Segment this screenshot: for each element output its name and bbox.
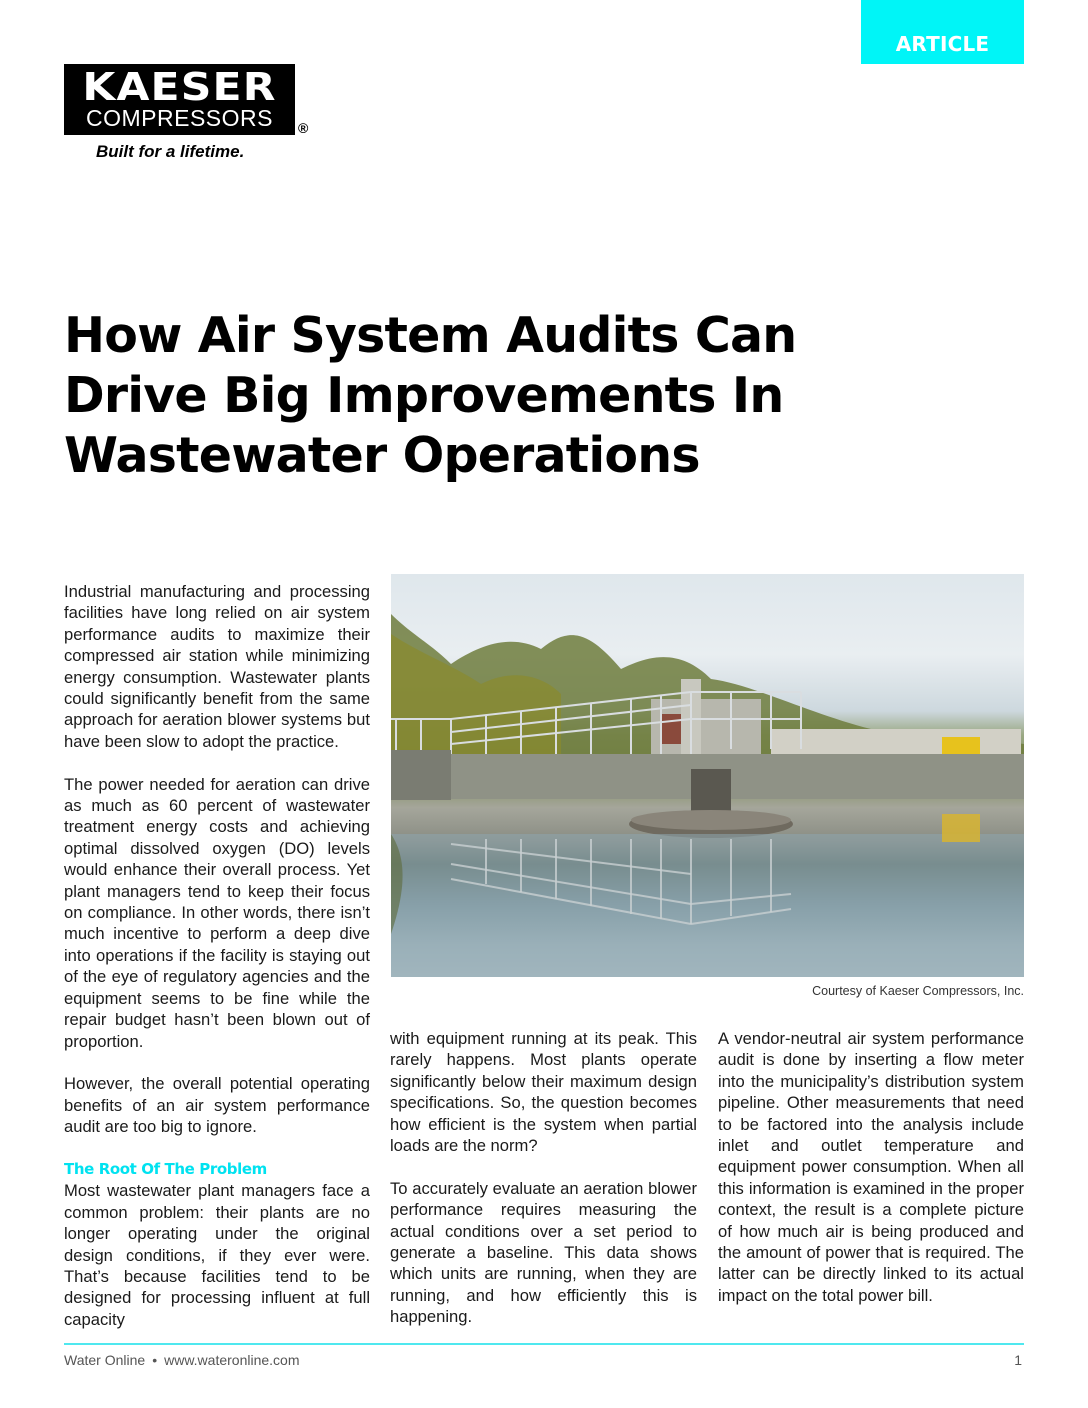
paragraph: Most wastewater plant managers face a common problem: their plants are no longer operating under the original design conditions, if they ever were. That’s because facilities tend to be designed for processing influent at full capacity	[64, 1181, 370, 1329]
paragraph: A vendor-neutral air system performance audit is done by inserting a flow meter into the municipality’s distribution system pipeline. Other measurements that need to be factored into the analysis include inlet and outlet temperature and equipment power consumption. When all this information is examined in the proper context, the result is a complete picture of how much air is being produced and the amount of power that is required. The latter can be directly linked to its actual impact on the total power bill.	[718, 1029, 1024, 1305]
article-tag: ARTICLE	[861, 0, 1024, 64]
registered-mark: ®	[298, 120, 309, 136]
article-photo	[391, 574, 1024, 977]
logo-sub: COMPRESSORS	[86, 105, 273, 131]
column-1	[64, 581, 370, 1330]
article-title: How Air System Audits Can Drive Big Improvements In Wastewater Operations	[64, 307, 797, 484]
publication-name: Water Online	[64, 1352, 146, 1368]
footer-url-link[interactable]: www.wateronline.com	[164, 1352, 300, 1368]
logo-tagline: Built for a lifetime.	[96, 142, 245, 161]
footer-divider	[64, 1343, 1024, 1345]
separator-dot: •	[152, 1352, 158, 1368]
section-heading: The Root Of The Problem	[64, 1159, 267, 1178]
column-2	[390, 1028, 697, 1328]
kaeser-logo	[64, 64, 295, 135]
column-3	[718, 1028, 1024, 1306]
footer-publication	[64, 1352, 299, 1368]
clarifier-illustration	[391, 574, 1024, 977]
paragraph: Industrial manufacturing and processing facilities have long relied on air system performance audits to maximize their compressed air station while minimizing energy consumption. Wastewater plants could significantly benefit from the same approach for aeration blower systems but have been slow to adopt the practice.	[64, 582, 370, 751]
paragraph: However, the overall potential operating benefits of an air system performance audit are too big to ignore.	[64, 1074, 370, 1137]
page-number: 1	[1014, 1352, 1022, 1368]
paragraph: with equipment running at its peak. This rarely happens. Most plants operate significantly below their maximum design specifications. So, the question becomes how efficient is the system when partial loads are the norm?	[390, 1029, 697, 1156]
logo-brand: KAESER	[82, 65, 277, 109]
paragraph: To accurately evaluate an aeration blower performance requires measuring the actual conditions over a set period to generate a baseline. This data shows which units are running, when they are running, and how efficiently this is happening.	[390, 1178, 697, 1327]
paragraph: The power needed for aeration can drive as much as 60 percent of wastewater treatment energy costs and achieving optimal dissolved oxygen (DO) levels would enhance their overall process. Yet plant managers tend to keep their focus on compliance. In other words, there isn’t much incentive to perform a deep dive into operations if the facility is staying out of the eye of regulatory agencies and the equipment seems to be fine while the repair budget hasn’t been blown out of proportion.	[64, 774, 370, 1051]
photo-caption: Courtesy of Kaeser Compressors, Inc.	[812, 984, 1024, 998]
